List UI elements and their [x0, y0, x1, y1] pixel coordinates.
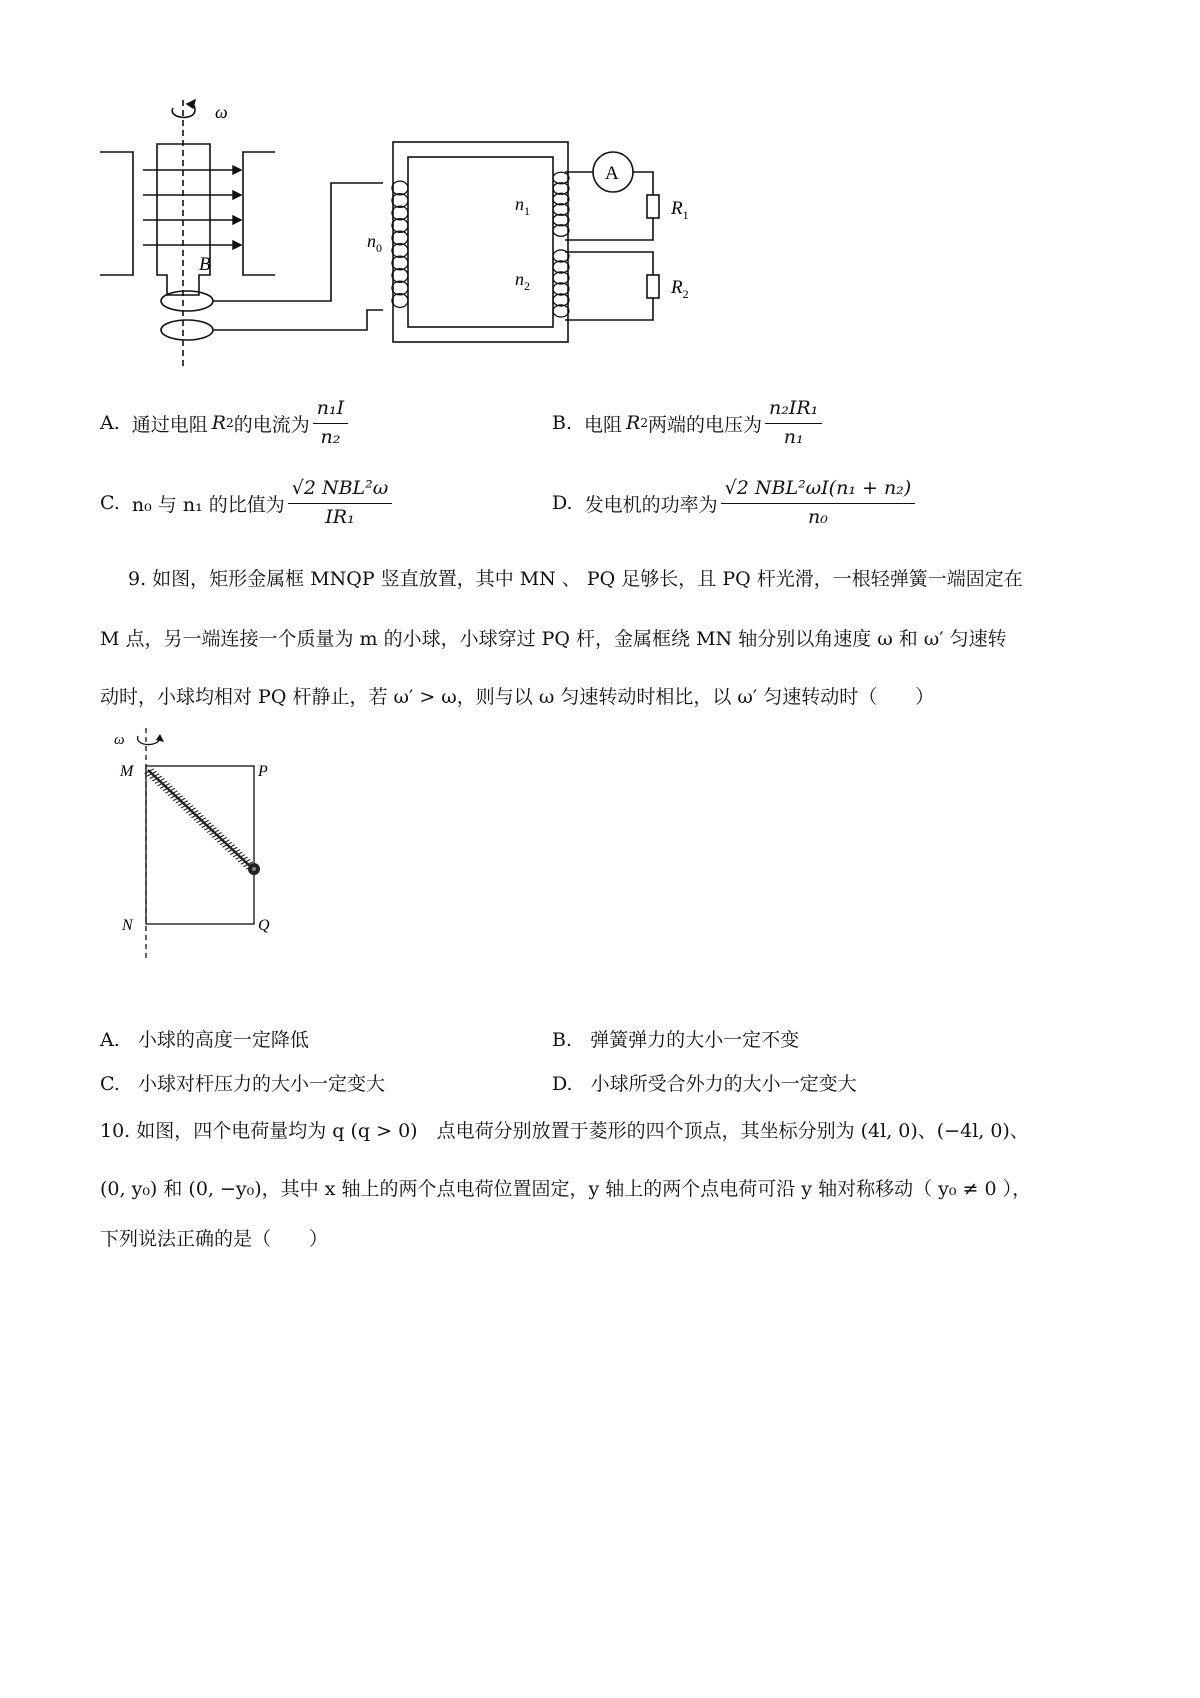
option-label: D. [552, 1073, 573, 1095]
option-text: 小球对杆压力的大小一定变大 [137, 1073, 385, 1095]
option-label: B. [552, 412, 573, 435]
n-label: N [122, 917, 133, 934]
fraction [765, 398, 822, 449]
fraction [313, 398, 348, 449]
option-label: B. [552, 1029, 573, 1051]
fraction [288, 478, 393, 529]
secondary-coil-n1 [553, 172, 569, 236]
n2-label: $n_2$ [515, 269, 530, 293]
numerator: √2 NBL²ωI(n₁ + n₂) [721, 478, 916, 504]
option-text: 弹簧弹力的大小一定不变 [590, 1029, 800, 1051]
rotating-frame-diagram [108, 722, 288, 962]
q9-option-a[interactable] [100, 1025, 309, 1052]
q9-stem-line-3: 动时，小球均相对 PQ 杆静止，若 ω′ > ω，则与以 ω 匀速转动时相比，以 ω′ 匀速转动时（ ） [100, 686, 935, 708]
option-text: n₀ 与 n₁ 的比值为 [131, 493, 285, 516]
option-text-suffix: 两端的电压为 [647, 413, 762, 436]
omega-label: ω [114, 732, 125, 748]
q-label: Q [258, 917, 270, 934]
numerator: n₁I [313, 398, 348, 424]
ammeter-label: A [605, 163, 619, 184]
option-text: 发电机的功率为 [584, 493, 718, 516]
numerator: √2 NBL²ω [288, 478, 393, 504]
option-label: A. [100, 412, 120, 435]
resistor-subscript: 2 [640, 416, 648, 431]
option-text-prefix: 通过电阻 [131, 413, 208, 436]
numerator: n₂IR₁ [765, 398, 822, 424]
m-label: M [120, 763, 134, 780]
denominator: n₂ [320, 425, 341, 448]
r1-label: $R_1$ [671, 198, 689, 222]
p-label: P [258, 763, 268, 780]
resistor-subscript: 2 [226, 416, 234, 431]
denominator: IR₁ [325, 505, 355, 528]
primary-coil [392, 181, 408, 307]
q10-stem-line-3: 下列说法正确的是（ ） [100, 1228, 329, 1250]
q10-stem-line-2: (0, y₀) 和 (0, −y₀)，其中 x 轴上的两个点电荷位置固定，y 轴上的两个点电荷可沿 y 轴对称移动（ y₀ ≠ 0 ）， [100, 1178, 1032, 1200]
option-label: C. [100, 492, 120, 515]
generator-transformer-diagram [95, 90, 735, 380]
option-label: C. [100, 1073, 120, 1095]
q9-stem-line-2: M 点，另一端连接一个质量为 m 的小球，小球穿过 PQ 杆，金属框绕 MN 轴分别以角速度 ω 和 ω′ 匀速转 [100, 628, 1007, 650]
resistor-symbol: R [211, 412, 227, 435]
q9-option-c[interactable] [100, 1069, 385, 1096]
option-text: 小球的高度一定降低 [137, 1029, 309, 1051]
denominator: n₁ [783, 425, 804, 448]
omega-label: ω [215, 102, 228, 122]
q8-option-c[interactable] [100, 478, 395, 529]
b-field-label: B [199, 254, 211, 275]
resistor-symbol: R [626, 412, 641, 435]
q9-option-b[interactable] [552, 1025, 799, 1052]
n1-label: $n_1$ [515, 194, 530, 218]
option-label: D. [552, 492, 573, 515]
q8-option-a[interactable] [100, 398, 351, 449]
option-text-suffix: 的电流为 [233, 413, 310, 436]
option-text-prefix: 电阻 [584, 413, 623, 436]
q10-stem-line-1: 10. 如图，四个电荷量均为 q (q > 0) 点电荷分别放置于菱形的四个顶点，其坐标分别为 (4l, 0)、(−4l, 0)、 [100, 1120, 1029, 1142]
q9-option-d[interactable] [552, 1069, 857, 1096]
secondary-coil-n2 [553, 250, 569, 317]
option-label: A. [100, 1029, 120, 1051]
n0-label: $n_0$ [367, 231, 382, 255]
q9-stem-line-1: 9. 如图，矩形金属框 MNQP 竖直放置，其中 MN 、 PQ 足够长，且 PQ 杆光滑，一根轻弹簧一端固定在 [128, 568, 1023, 590]
denominator: n₀ [807, 505, 828, 528]
fraction [721, 478, 916, 529]
r2-label: $R_2$ [671, 277, 689, 301]
q8-option-b[interactable] [552, 398, 825, 449]
q8-option-d[interactable] [552, 478, 918, 529]
option-text: 小球所受合外力的大小一定变大 [590, 1073, 857, 1095]
